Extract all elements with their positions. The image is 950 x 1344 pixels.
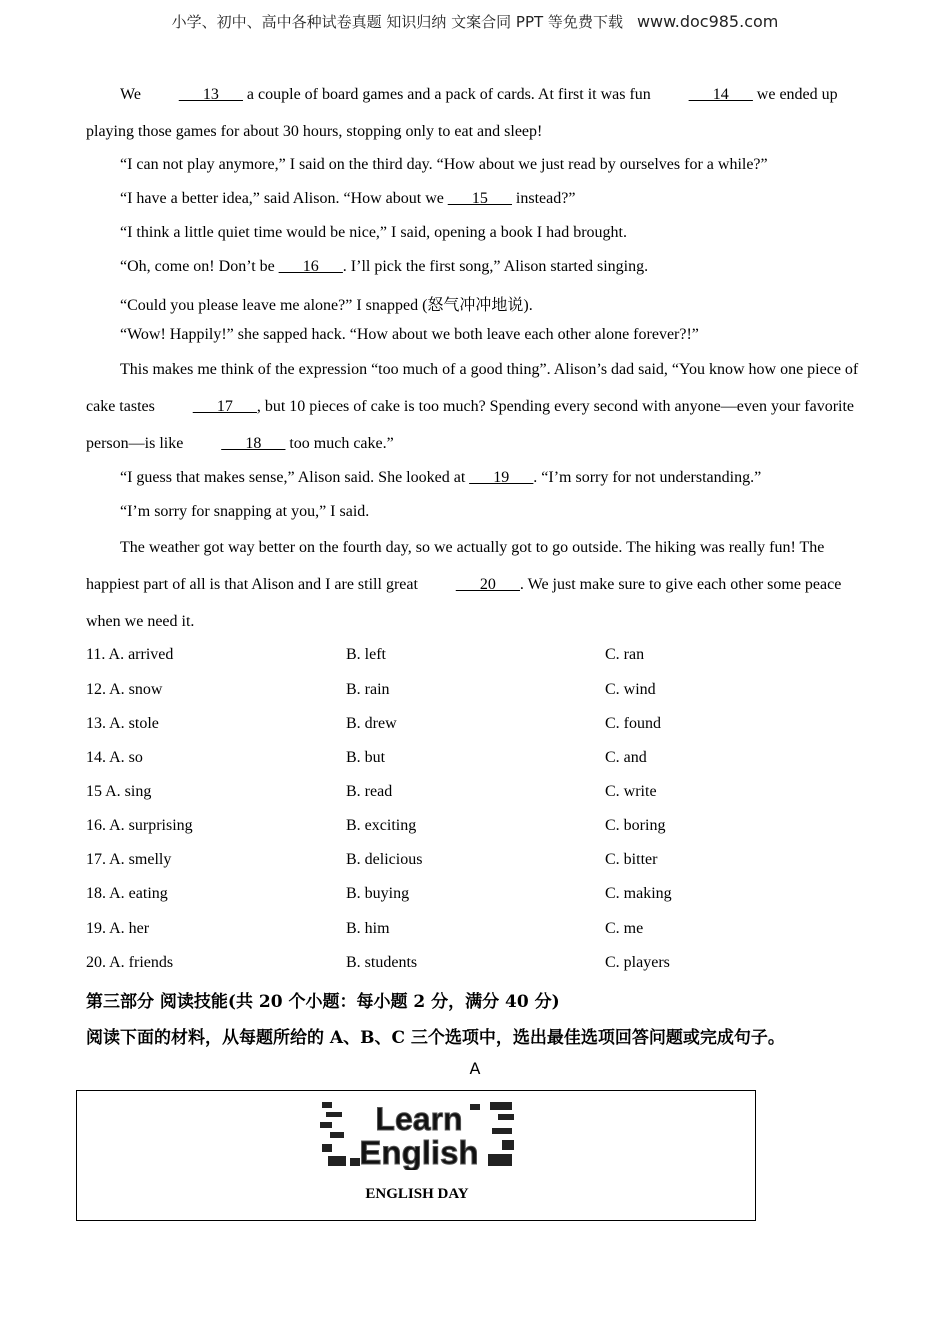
blank-14: ___14___	[688, 86, 753, 103]
passage-line-7: “Wow! Happily!” she sapped hack. “How about we both leave each other alone forever?!”	[120, 326, 699, 343]
option-b: B. drew	[346, 715, 397, 732]
option-a: 11. A. arrived	[86, 646, 174, 663]
option-row	[86, 885, 886, 907]
english-day-caption: ENGLISH DAY	[365, 1186, 469, 1202]
option-a: 13. A. stole	[86, 715, 159, 732]
reading-material-box	[76, 1090, 756, 1221]
header-text: 小学、初中、高中各种试卷真题 知识归纳 文案合同 PPT 等免费下载	[171, 13, 623, 31]
option-b: B. him	[346, 920, 390, 937]
blank-13: ___13___	[178, 86, 243, 103]
option-row	[86, 681, 886, 703]
passage-paragraph-11: The weather got way better on the fourth day, so we actually got to go outside. The hiking was really fun! The happiest part of all is that Alison and I are still great ___20___. We just make sure to give each other some peace when we need it.	[86, 539, 842, 630]
option-b: B. delicious	[346, 851, 423, 868]
blank-15: ___15___	[447, 190, 512, 207]
blank-18: ___18___	[221, 435, 286, 452]
passage-paragraph-8: This makes me think of the expression “too much of a good thing”. Alison’s dad said, “You know how one piece of cake tastes ___17___, but 10 pieces of cake is too much? Spending every second with anyone—even your favorite person—is like ___18___ too much cake.”	[86, 351, 866, 462]
option-c: C. making	[605, 885, 672, 902]
option-a: 20. A. friends	[86, 954, 174, 971]
option-b: B. read	[346, 783, 393, 800]
option-c: C. me	[605, 920, 644, 937]
option-c: C. bitter	[605, 851, 658, 868]
header-url[interactable]: www.doc985.com	[636, 12, 779, 31]
option-a: 14. A. so	[86, 749, 143, 766]
logo-word-learn: Learn	[375, 1101, 463, 1137]
passage-line-9: “I guess that makes sense,” Alison said. She looked at ___19___. “I’m sorry for not understanding.”	[120, 469, 762, 486]
option-row	[86, 646, 886, 668]
option-c: C. write	[605, 783, 657, 800]
logo-word-english: English	[359, 1134, 479, 1170]
option-a: 17. A. smelly	[86, 851, 172, 868]
option-a: 18. A. eating	[86, 885, 168, 902]
option-b: B. students	[346, 954, 418, 971]
option-a: 12. A. snow	[86, 681, 163, 698]
blank-19: ___19___	[469, 469, 534, 486]
option-row	[86, 817, 886, 839]
part-label: A	[469, 1059, 481, 1078]
option-c: C. players	[605, 954, 670, 971]
option-a: 15 A. sing	[86, 783, 152, 800]
option-b: B. buying	[346, 885, 410, 902]
section-title: 第三部分 阅读技能(共 20 个小题：每小题 2 分，满分 40 分)	[86, 992, 560, 1012]
option-row	[86, 749, 886, 771]
passage-line-2: “I can not play anymore,” I said on the third day. “How about we just read by ourselves for a while?”	[120, 156, 768, 173]
page-header	[0, 11, 950, 32]
passage-paragraph-1: We ___13___ a couple of board games and a pack of cards. At first it was fun ___14___ we ended up playing those games for about 30 hours, stopping only to eat and sleep!	[86, 76, 866, 150]
option-row	[86, 851, 886, 873]
option-a: 19. A. her	[86, 920, 150, 937]
passage-line-5: “Oh, come on! Don’t be ___16___. I’ll pick the first song,” Alison started singing.	[120, 258, 649, 275]
option-b: B. left	[346, 646, 386, 663]
passage-line-3: “I have a better idea,” said Alison. “How about we ___15___ instead?”	[120, 190, 576, 207]
option-c: C. boring	[605, 817, 666, 834]
option-c: C. and	[605, 749, 647, 766]
option-row	[86, 920, 886, 942]
option-c: C. wind	[605, 681, 656, 698]
option-b: B. but	[346, 749, 386, 766]
option-b: B. rain	[346, 681, 390, 698]
option-a: 16. A. surprising	[86, 817, 193, 834]
option-row	[86, 783, 886, 805]
option-row	[86, 954, 886, 976]
blank-20: ___20___	[455, 576, 520, 593]
passage-line-10: “I’m sorry for snapping at you,” I said.	[120, 503, 370, 520]
option-c: C. ran	[605, 646, 645, 663]
option-c: C. found	[605, 715, 661, 732]
option-b: B. exciting	[346, 817, 417, 834]
passage-line-4: “I think a little quiet time would be nice,” I said, opening a book I had brought.	[120, 224, 627, 241]
option-row	[86, 715, 886, 737]
blank-17: ___17___	[192, 398, 257, 415]
section-instruction: 阅读下面的材料，从每题所给的 A、B、C 三个选项中，选出最佳选项回答问题或完成句子。	[86, 1028, 785, 1048]
blank-16: ___16___	[278, 258, 343, 275]
learn-english-logo	[320, 1098, 517, 1170]
passage-line-6: “Could you please leave me alone?” I snapped (怒气冲冲地说).	[120, 297, 533, 314]
